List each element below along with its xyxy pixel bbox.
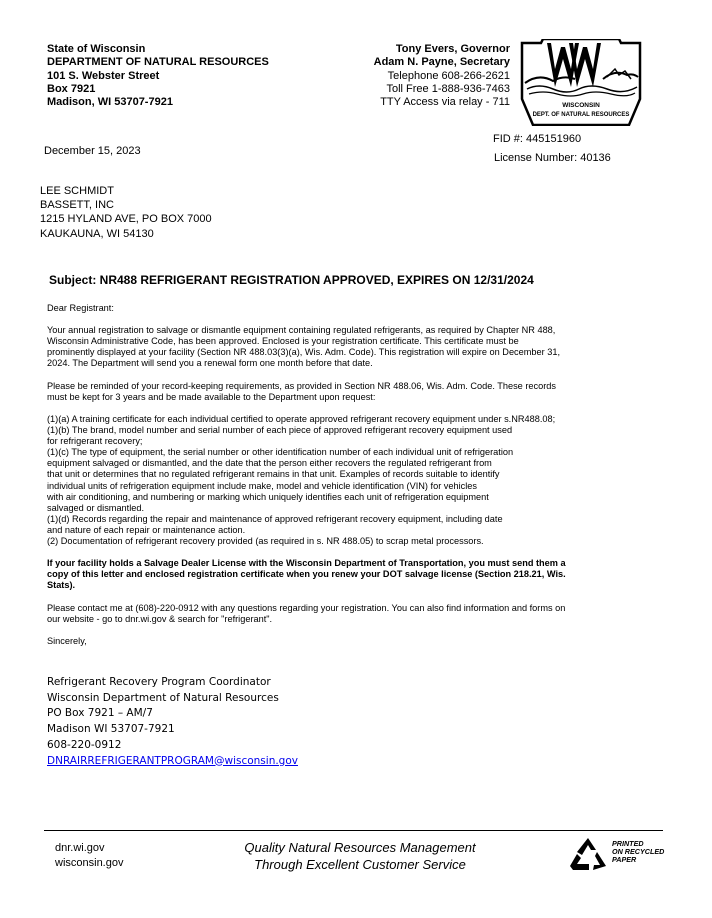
subject-line: Subject: NR488 REFRIGERANT REGISTRATION APPROVED, EXPIRES ON 12/31/2024 [49, 273, 534, 287]
city-state-zip: Madison, WI 53707-7921 [47, 96, 173, 109]
department-name: DEPARTMENT OF NATURAL RESOURCES [47, 56, 269, 69]
secretary-name: Adam N. Payne, Secretary [373, 56, 510, 69]
salutation: Dear Registrant: [47, 303, 114, 313]
recycled-paper-label: PRINTED ON RECYCLED PAPER [612, 839, 665, 865]
list-item: (2) Documentation of refrigerant recovery provided (as required in s. NR 488.05) to scrap metal processors. [47, 535, 484, 546]
list-item: salvaged or dismantled. [47, 502, 145, 513]
wdnr-logo [519, 39, 643, 126]
list-item: (1)(a) A training certificate for each individual certified to operate approved refrigerant recovery equipment under s.NR488.08; [47, 413, 556, 424]
agency-address-block [47, 43, 269, 109]
email-link[interactable]: DNRAIRREFRIGERANTPROGRAM@wisconsin.gov [47, 754, 298, 767]
recipient-name: LEE SCHMIDT [40, 185, 114, 197]
list-item: for refrigerant recovery; [47, 436, 143, 447]
signer-po-box: PO Box 7921 – AM/7 [47, 707, 153, 720]
telephone: Telephone 608-266-2621 [387, 69, 510, 82]
signer-phone: 608-220-0912 [47, 738, 122, 751]
closing: Sincerely, [47, 635, 87, 646]
tty-access: TTY Access via relay - 711 [380, 96, 510, 109]
signer-city: Madison WI 53707-7921 [47, 723, 175, 736]
footer-divider [44, 830, 663, 831]
list-item: with air conditioning, and numbering or marking which uniquely identifies each unit of refrigeration equipment [47, 491, 489, 502]
list-item: individual units of refrigeration equipment include make, model and vehicle identification (VIN) for vehicles [47, 480, 477, 491]
recycle-icon [567, 836, 609, 872]
contact-paragraph: Please contact me at (608)-220-0912 with any questions regarding your registration. You can also find information and forms on our website - go to dnr.wi.gov & search for "refrigerant". [47, 602, 566, 624]
logo-text-line-1: WISCONSIN [562, 102, 600, 109]
footer-websites [55, 841, 123, 870]
governor-name: Tony Evers, Governor [395, 43, 510, 55]
signer-title: Refrigerant Recovery Program Coordinator [47, 676, 271, 688]
list-item: and nature of each repair or maintenance action. [47, 524, 246, 535]
records-list [47, 414, 657, 547]
list-item: that unit or determines that no regulated refrigerant remains in that unit. Examples of records suitable to identify [47, 469, 500, 480]
license-number: License Number: 40136 [494, 152, 611, 164]
state-name: State of Wisconsin [47, 43, 146, 55]
footer-site-dnr[interactable]: dnr.wi.gov [55, 842, 105, 854]
recipient-street: 1215 HYLAND AVE, PO BOX 7000 [40, 213, 212, 226]
letter-date: December 15, 2023 [44, 145, 141, 157]
record-keeping-paragraph: Please be reminded of your record-keeping requirements, as provided in Section NR 488.06, Wis. Adm. Code. These records must be kept for 3 years and be made available to the Department upon request: [47, 380, 556, 402]
street-address: 101 S. Webster Street [47, 69, 160, 82]
dot-license-notice: If your facility holds a Salvage Dealer License with the Wisconsin Department of Transportation, you must send them a copy of this letter and enclosed registration certificate when you renew your DOT salvage license (Section 218.21, Wis. Stats). [47, 558, 566, 591]
recipient-city: KAUKAUNA, WI 54130 [40, 227, 154, 240]
signer-department: Wisconsin Department of Natural Resources [47, 691, 279, 704]
fid-number: FID #: 445151960 [493, 133, 582, 145]
registration-paragraph: Your annual registration to salvage or dismantle equipment containing regulated refrigerants, as required by Chapter NR 488, Wisconsin Administrative Code, has been approved. Enclosed is your registration certificate. This certificate must be prominently displayed at your facility (Section NR 488.03(3)(a), Wis. Adm. Code). This registration will expire on December 31, 2024. The Department will send you a renewal form one month before that date. [47, 325, 561, 369]
list-item: (1)(d) Records regarding the repair and maintenance of approved refrigerant recovery equipment, including date [47, 513, 503, 524]
recipient-address [40, 184, 212, 241]
logo-text-line-2: DEPT. OF NATURAL RESOURCES [532, 112, 630, 118]
po-box: Box 7921 [47, 82, 96, 95]
recipient-company: BASSETT, INC [40, 199, 114, 212]
list-item: (1)(c) The type of equipment, the serial number or other identification number of each individual unit of refrigeration [47, 447, 514, 458]
toll-free: Toll Free 1-888-936-7463 [386, 82, 510, 95]
list-item: equipment salvaged or dismantled, and the date that the person either recovers the regulated refrigerant from [47, 458, 492, 469]
footer-site-wisconsin[interactable]: wisconsin.gov [55, 856, 124, 869]
list-item: (1)(b) The brand, model number and serial number of each piece of approved refrigerant recovery equipment used [47, 425, 513, 436]
officials-contact-block [374, 43, 510, 109]
footer-motto: Quality Natural Resources Management Through Excellent Customer Service [244, 840, 476, 872]
signature-block [47, 675, 298, 769]
letter-body [47, 303, 657, 647]
